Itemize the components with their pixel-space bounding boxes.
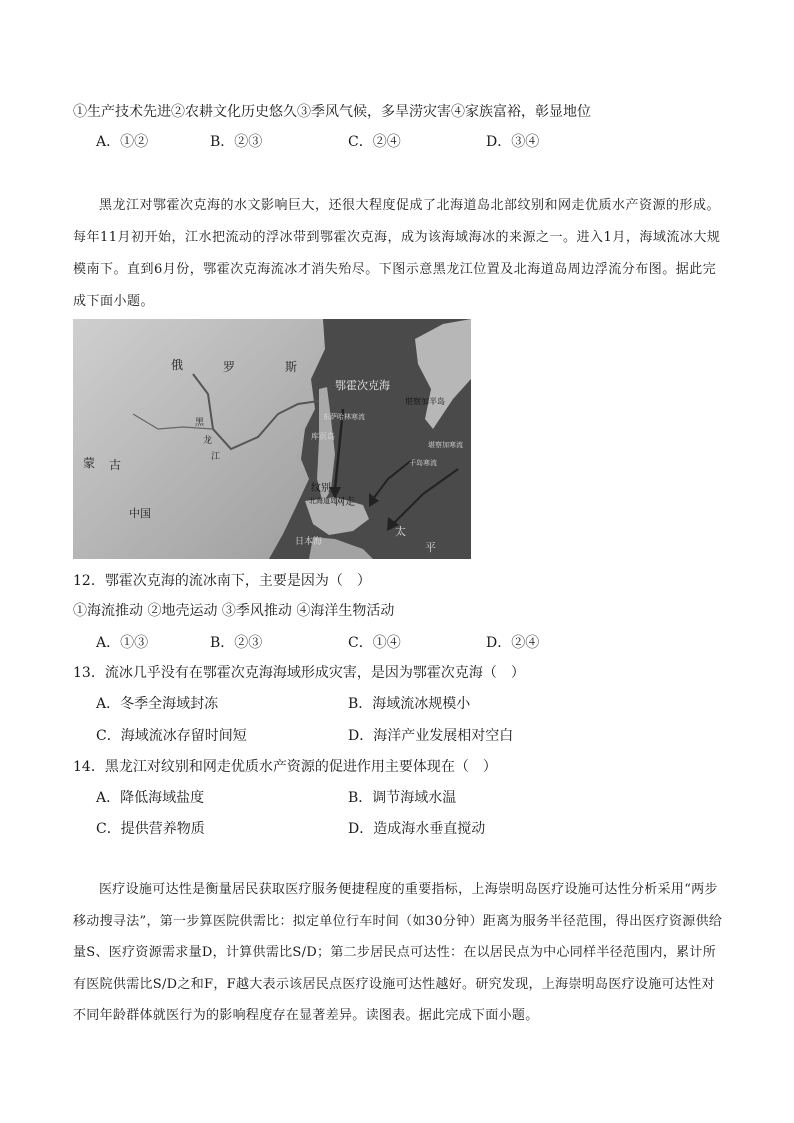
label-mongolia-1: 蒙 xyxy=(83,456,96,470)
label-russia-1: 俄 xyxy=(171,358,184,372)
prev-option-a: A．①② xyxy=(96,134,149,150)
prev-option-c: C．②④ xyxy=(348,134,401,150)
q14-option-d: D．造成海水垂直搅动 xyxy=(348,821,486,837)
label-heilong-2: 龙 xyxy=(203,436,213,446)
q12-option-c: C．①④ xyxy=(348,635,401,651)
q14-option-a: A．降低海域盐度 xyxy=(96,790,205,806)
q13-option-a: A．冬季全海域封冻 xyxy=(96,696,219,712)
prev-question-statements: ①生产技术先进②农耕文化历史悠久③季风气候，多旱涝灾害④家族富裕，彰显地位 xyxy=(73,104,591,120)
label-monbetsu: 纹别 xyxy=(311,483,331,494)
label-current-3: 堪察加寒流 xyxy=(428,441,463,449)
q12-statements: ①海流推动 ②地壳运动 ③季风推动 ④海洋生物活动 xyxy=(73,603,395,619)
mainland xyxy=(73,319,325,559)
q12-option-d: D．②④ xyxy=(486,635,540,651)
okhotsk-map xyxy=(73,319,471,559)
label-kamchatka: 堪察加半岛 xyxy=(405,397,445,406)
q13-option-b: B．海域流冰规模小 xyxy=(348,696,471,712)
label-abashiri: 网走 xyxy=(335,497,355,508)
passage-heilongjiang: 黑龙江对鄂霍次克海的水文影响巨大，还很大程度促成了北海道岛北部纹别和网走优质水产资源的形成。每年11月初开始，江水把流动的浮冰带到鄂霍次克海，成为该海域海冰的来源之一。进入1月，海域流冰大规模南下。直到6月份，鄂霍次克海流冰才消失殆尽。下图示意黑龙江位置及北海道岛周边浮流分布图。据此完成下面小题。 xyxy=(73,198,721,309)
q12-stem: 12．鄂霍次克海的流冰南下，主要是因为（ ） xyxy=(73,573,371,589)
label-china: 中国 xyxy=(129,507,151,520)
label-current-2: 千岛寒流 xyxy=(409,459,437,467)
label-russia-2: 罗 xyxy=(223,360,236,374)
label-pacific-1: 太 xyxy=(395,525,406,538)
q13-option-d: D．海洋产业发展相对空白 xyxy=(348,728,514,744)
label-sakhalin: 库页岛 xyxy=(311,432,335,441)
label-hokkaido: 北海道岛 xyxy=(309,497,337,505)
label-heilong-1: 黑 xyxy=(195,418,205,428)
q13-option-c: C．海域流冰存留时间短 xyxy=(96,728,247,744)
q12-option-a: A．①③ xyxy=(96,635,149,651)
label-mongolia-2: 古 xyxy=(109,458,122,472)
q12-option-b: B．②③ xyxy=(210,635,263,651)
label-russia-3: 斯 xyxy=(285,360,298,374)
q14-stem: 14．黑龙江对纹别和网走优质水产资源的促进作用主要体现在（ ） xyxy=(73,759,497,775)
prev-option-b: B．②③ xyxy=(210,134,263,150)
passage-chongming: 医疗设施可达性是衡量居民获取医疗服务便捷程度的重要指标，上海崇明岛医疗设施可达性分析采用“两步移动搜寻法”，第一步算医院供需比：拟定单位行车时间（如30分钟）距离为服务半径范围，得出医疗资源供给量S、医疗资源需求量D，计算供需比S/D；第二步居民点可达性：在以居民点为中心同样半径范围内，累计所有医院供需比S/D之和F，F越大表示该居民点医疗设施可达性越好。研究发现，上海崇明岛医疗设施可达性对不同年龄群体就医行为的影响程度存在显著差异。读图表。据此完成下面小题。 xyxy=(73,882,723,1023)
label-heilong-3: 江 xyxy=(211,452,221,462)
q14-option-c: C．提供营养物质 xyxy=(96,821,205,837)
label-pacific-2: 平 xyxy=(425,541,436,554)
q13-stem: 13．流冰几乎没有在鄂霍次克海海域形成灾害，是因为鄂霍次克海（ ） xyxy=(73,665,525,681)
label-current-1: 东萨哈林寒流 xyxy=(323,413,365,421)
label-okhotsk: 鄂霍次克海 xyxy=(335,379,390,392)
q14-option-b: B．调节海域水温 xyxy=(348,790,457,806)
label-sea-japan: 日本海 xyxy=(295,537,323,547)
prev-option-d: D．③④ xyxy=(486,134,540,150)
